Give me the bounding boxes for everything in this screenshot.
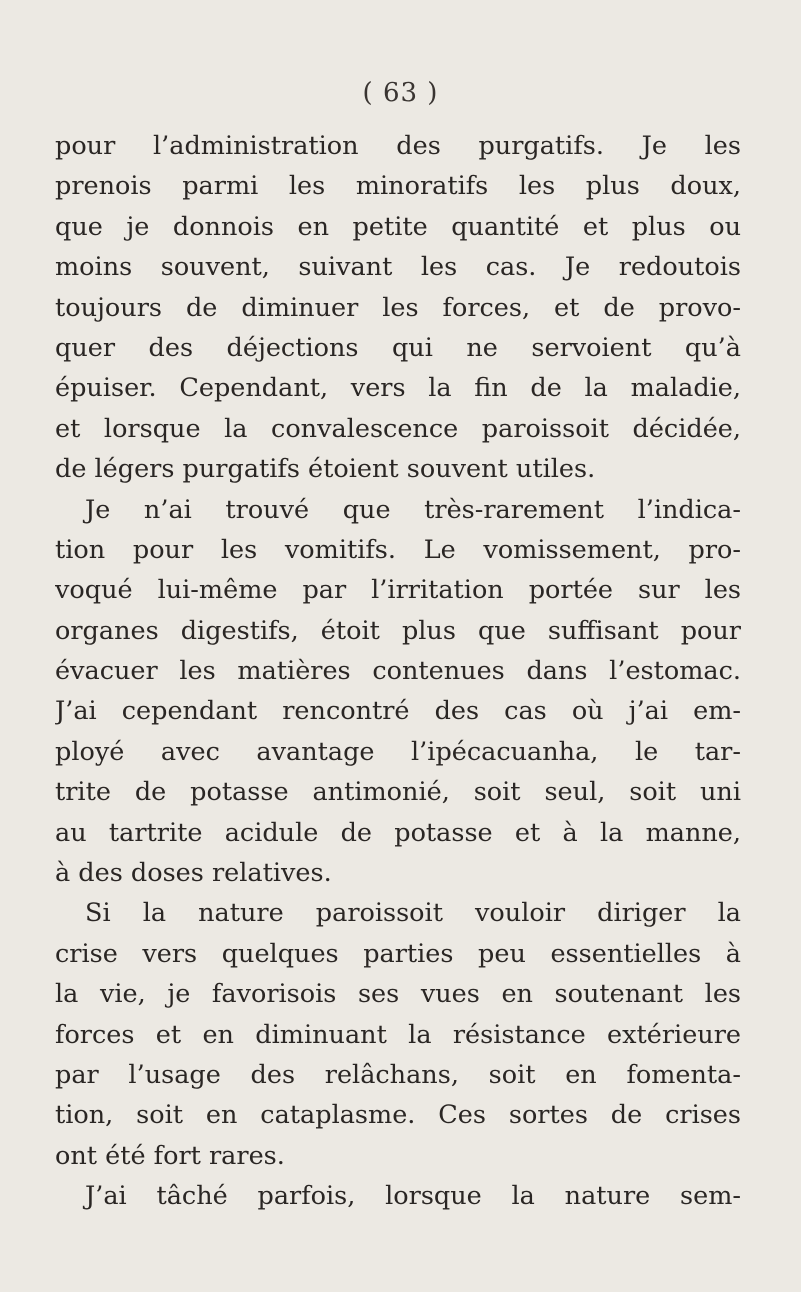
text-line: J’ai tâché parfois, lorsque la nature sem- bbox=[85, 1181, 741, 1212]
text-line: trite de potasse antimonié, soit seul, soit uni bbox=[55, 777, 741, 808]
text-line: par l’usage des relâchans, soit en fomenta- bbox=[55, 1059, 741, 1090]
text-line: pour l’administration des purgatifs. Je les bbox=[55, 131, 741, 161]
body-text bbox=[55, 126, 741, 1217]
page-number: ( 63 ) bbox=[362, 78, 439, 108]
text-line: Si la nature paroissoit vouloir diriger la bbox=[85, 898, 741, 929]
text-line: épuiser. Cependant, vers la fin de la maladie, bbox=[55, 373, 741, 404]
text-line: Je n’ai trouvé que très-rarement l’indica- bbox=[85, 494, 741, 525]
text-line: toujours de diminuer les forces, et de provo- bbox=[55, 292, 741, 323]
text-line: à des doses relatives. bbox=[55, 858, 332, 889]
text-line: crise vers quelques parties peu essentielles à bbox=[55, 938, 741, 969]
text-line: de légers purgatifs étoient souvent utiles. bbox=[55, 454, 596, 485]
text-line: que je donnois en petite quantité et plus ou bbox=[55, 211, 741, 242]
text-line: ont été fort rares. bbox=[55, 1140, 285, 1171]
text-line: la vie, je favorisois ses vues en soutenant les bbox=[55, 979, 741, 1010]
text-line: tion pour les vomitifs. Le vomissement, pro- bbox=[55, 534, 741, 565]
text-line: tion, soit en cataplasme. Ces sortes de crises bbox=[55, 1100, 741, 1131]
text-line: forces et en diminuant la résistance extérieure bbox=[55, 1019, 741, 1050]
text-line: organes digestifs, étoit plus que suffisant pour bbox=[55, 615, 741, 646]
text-line: et lorsque la convalescence paroissoit décidée, bbox=[55, 413, 741, 444]
text-line: prenois parmi les minoratifs les plus doux, bbox=[55, 171, 741, 202]
text-line: évacuer les matières contenues dans l’estomac. bbox=[55, 656, 741, 687]
text-line: quer des déjections qui ne servoient qu’à bbox=[55, 332, 741, 363]
text-line: au tartrite acidule de potasse et à la manne, bbox=[55, 817, 741, 848]
text-line: moins souvent, suivant les cas. Je redoutois bbox=[55, 252, 741, 283]
text-line: voqué lui-même par l’irritation portée sur les bbox=[55, 575, 741, 606]
text-line: ployé avec avantage l’ipécacuanha, le tar- bbox=[55, 736, 741, 767]
text-line: J’ai cependant rencontré des cas où j’ai em- bbox=[55, 696, 741, 727]
